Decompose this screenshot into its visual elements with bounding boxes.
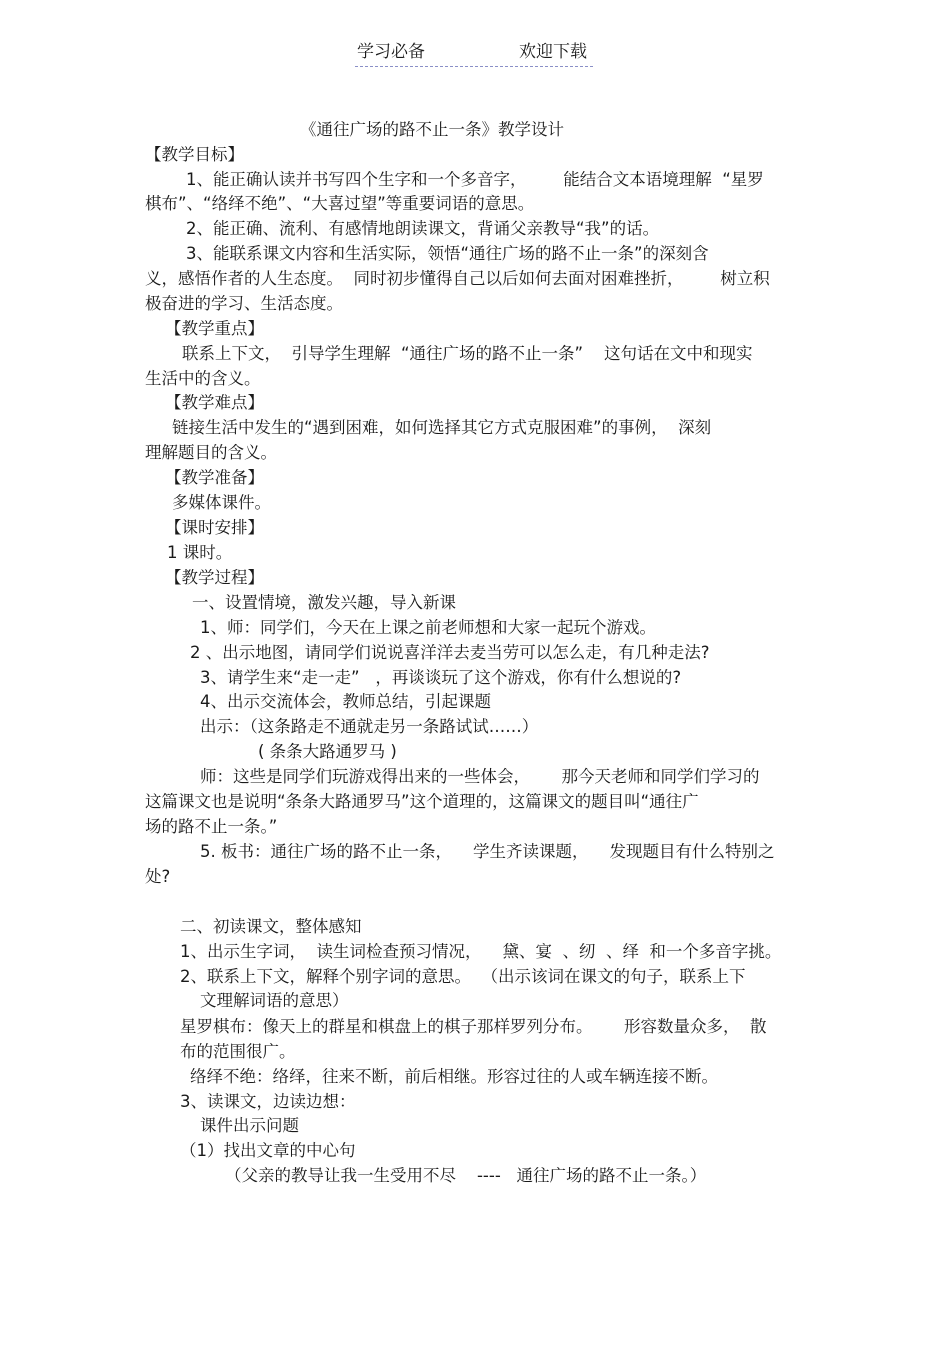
section-2-step-2-line-1: 2、联系上下文，解释个别字词的意思。 （出示该词在课文的句子，联系上下 xyxy=(180,967,746,986)
section-1-teacher-line-1: 师：这些是同学们玩游戏得出来的一些体会， 那今天老师和同学们学习的 xyxy=(200,767,760,786)
doc-title: 《通往广场的路不止一条》教学设计 xyxy=(300,120,564,139)
section-2-courseware: 课件出示问题 xyxy=(200,1116,299,1135)
difficulty-line-1: 链接生活中发生的“遇到困难，如何选择其它方式克服困难”的事例， 深刻 xyxy=(172,418,712,437)
goal-2: 2、能正确、流利、有感情地朗读课文，背诵父亲教导“我”的话。 xyxy=(186,219,660,238)
focus-line-1: 联系上下文， 引导学生理解 “通往广场的路不止一条” 这句话在文中和现实 xyxy=(182,344,753,363)
question-1-answer: （父亲的教导让我一生受用不尽 ---- 通往广场的路不止一条。） xyxy=(225,1166,707,1185)
goal-3-line-2: 义，感悟作者的人生态度。 同时初步懂得自己以后如何去面对困难挫折， 树立积 xyxy=(145,269,770,288)
section-1-step-4: 4、出示交流体会，教师总结，引起课题 xyxy=(200,692,491,711)
section-1-teacher-line-3: 场的路不止一条。” xyxy=(145,817,278,836)
focus-heading: 【教学重点】 xyxy=(165,319,264,338)
word-1-line-2: 布的范围很广。 xyxy=(180,1042,296,1061)
section-2-title: 二、初读课文，整体感知 xyxy=(180,917,362,936)
section-1-step-2: 2 、出示地图，请同学们说说喜洋洋去麦当劳可以怎么走，有几种走法? xyxy=(190,643,710,662)
goal-3-line-1: 3、能联系课文内容和生活实际，领悟“通往广场的路不止一条”的深刻含 xyxy=(186,244,709,263)
focus-line-2: 生活中的含义。 xyxy=(145,369,261,388)
process-heading: 【教学过程】 xyxy=(165,568,264,587)
section-2-step-1: 1、出示生字词， 读生词检查预习情况， 黛、宴 、纫 、绎 和一个多音字挑。 xyxy=(180,942,782,961)
header-right-text: 欢迎下载 xyxy=(519,42,587,62)
goal-1-line-1: 1、能正确认读并书写四个生字和一个多音字， 能结合文本语境理解 “星罗 xyxy=(186,170,764,189)
prep-heading: 【教学准备】 xyxy=(165,468,264,487)
question-1: （1）找出文章的中心句 xyxy=(180,1141,356,1160)
schedule-text: 1 课时。 xyxy=(167,543,233,562)
goal-1-line-2: 棋布”、“络绎不绝”、“大喜过望”等重要词语的意思。 xyxy=(145,194,535,213)
goals-heading: 【教学目标】 xyxy=(145,145,244,164)
section-2-step-3: 3、读课文，边读边想： xyxy=(180,1092,356,1111)
prep-text: 多媒体课件。 xyxy=(172,493,271,512)
goal-3-line-3: 极奋进的学习、生活态度。 xyxy=(145,294,343,313)
section-1-show-2: ( 条条大路通罗马 ) xyxy=(258,742,397,761)
section-1-show: 出示：（这条路走不通就走另一条路试试……） xyxy=(200,717,539,736)
section-1-step-5-line-1: 5. 板书：通往广场的路不止一条， 学生齐读课题， 发现题目有什么特别之 xyxy=(200,842,775,861)
difficulty-line-2: 理解题目的含义。 xyxy=(145,443,277,462)
section-1-title: 一、设置情境，激发兴趣，导入新课 xyxy=(192,593,456,612)
section-1-step-3: 3、请学生来“走一走” ，再谈谈玩了这个游戏，你有什么想说的? xyxy=(200,668,682,687)
header-left-text: 学习必备 xyxy=(357,42,425,62)
word-2: 络绎不绝：络绎，往来不断，前后相继。形容过往的人或车辆连接不断。 xyxy=(190,1067,718,1086)
section-2-step-2-line-2: 文理解词语的意思） xyxy=(200,991,349,1010)
section-1-teacher-line-2: 这篇课文也是说明“条条大路通罗马”这个道理的，这篇课文的题目叫“通往广 xyxy=(145,792,699,811)
word-1-line-1: 星罗棋布：像天上的群星和棋盘上的棋子那样罗列分布。 形容数量众多， 散 xyxy=(180,1017,767,1036)
section-1-step-1: 1、师：同学们，今天在上课之前老师想和大家一起玩个游戏。 xyxy=(200,618,656,637)
page-header xyxy=(355,40,593,67)
section-1-step-5-line-2: 处? xyxy=(145,867,171,886)
difficulty-heading: 【教学难点】 xyxy=(165,393,264,412)
schedule-heading: 【课时安排】 xyxy=(165,518,264,537)
